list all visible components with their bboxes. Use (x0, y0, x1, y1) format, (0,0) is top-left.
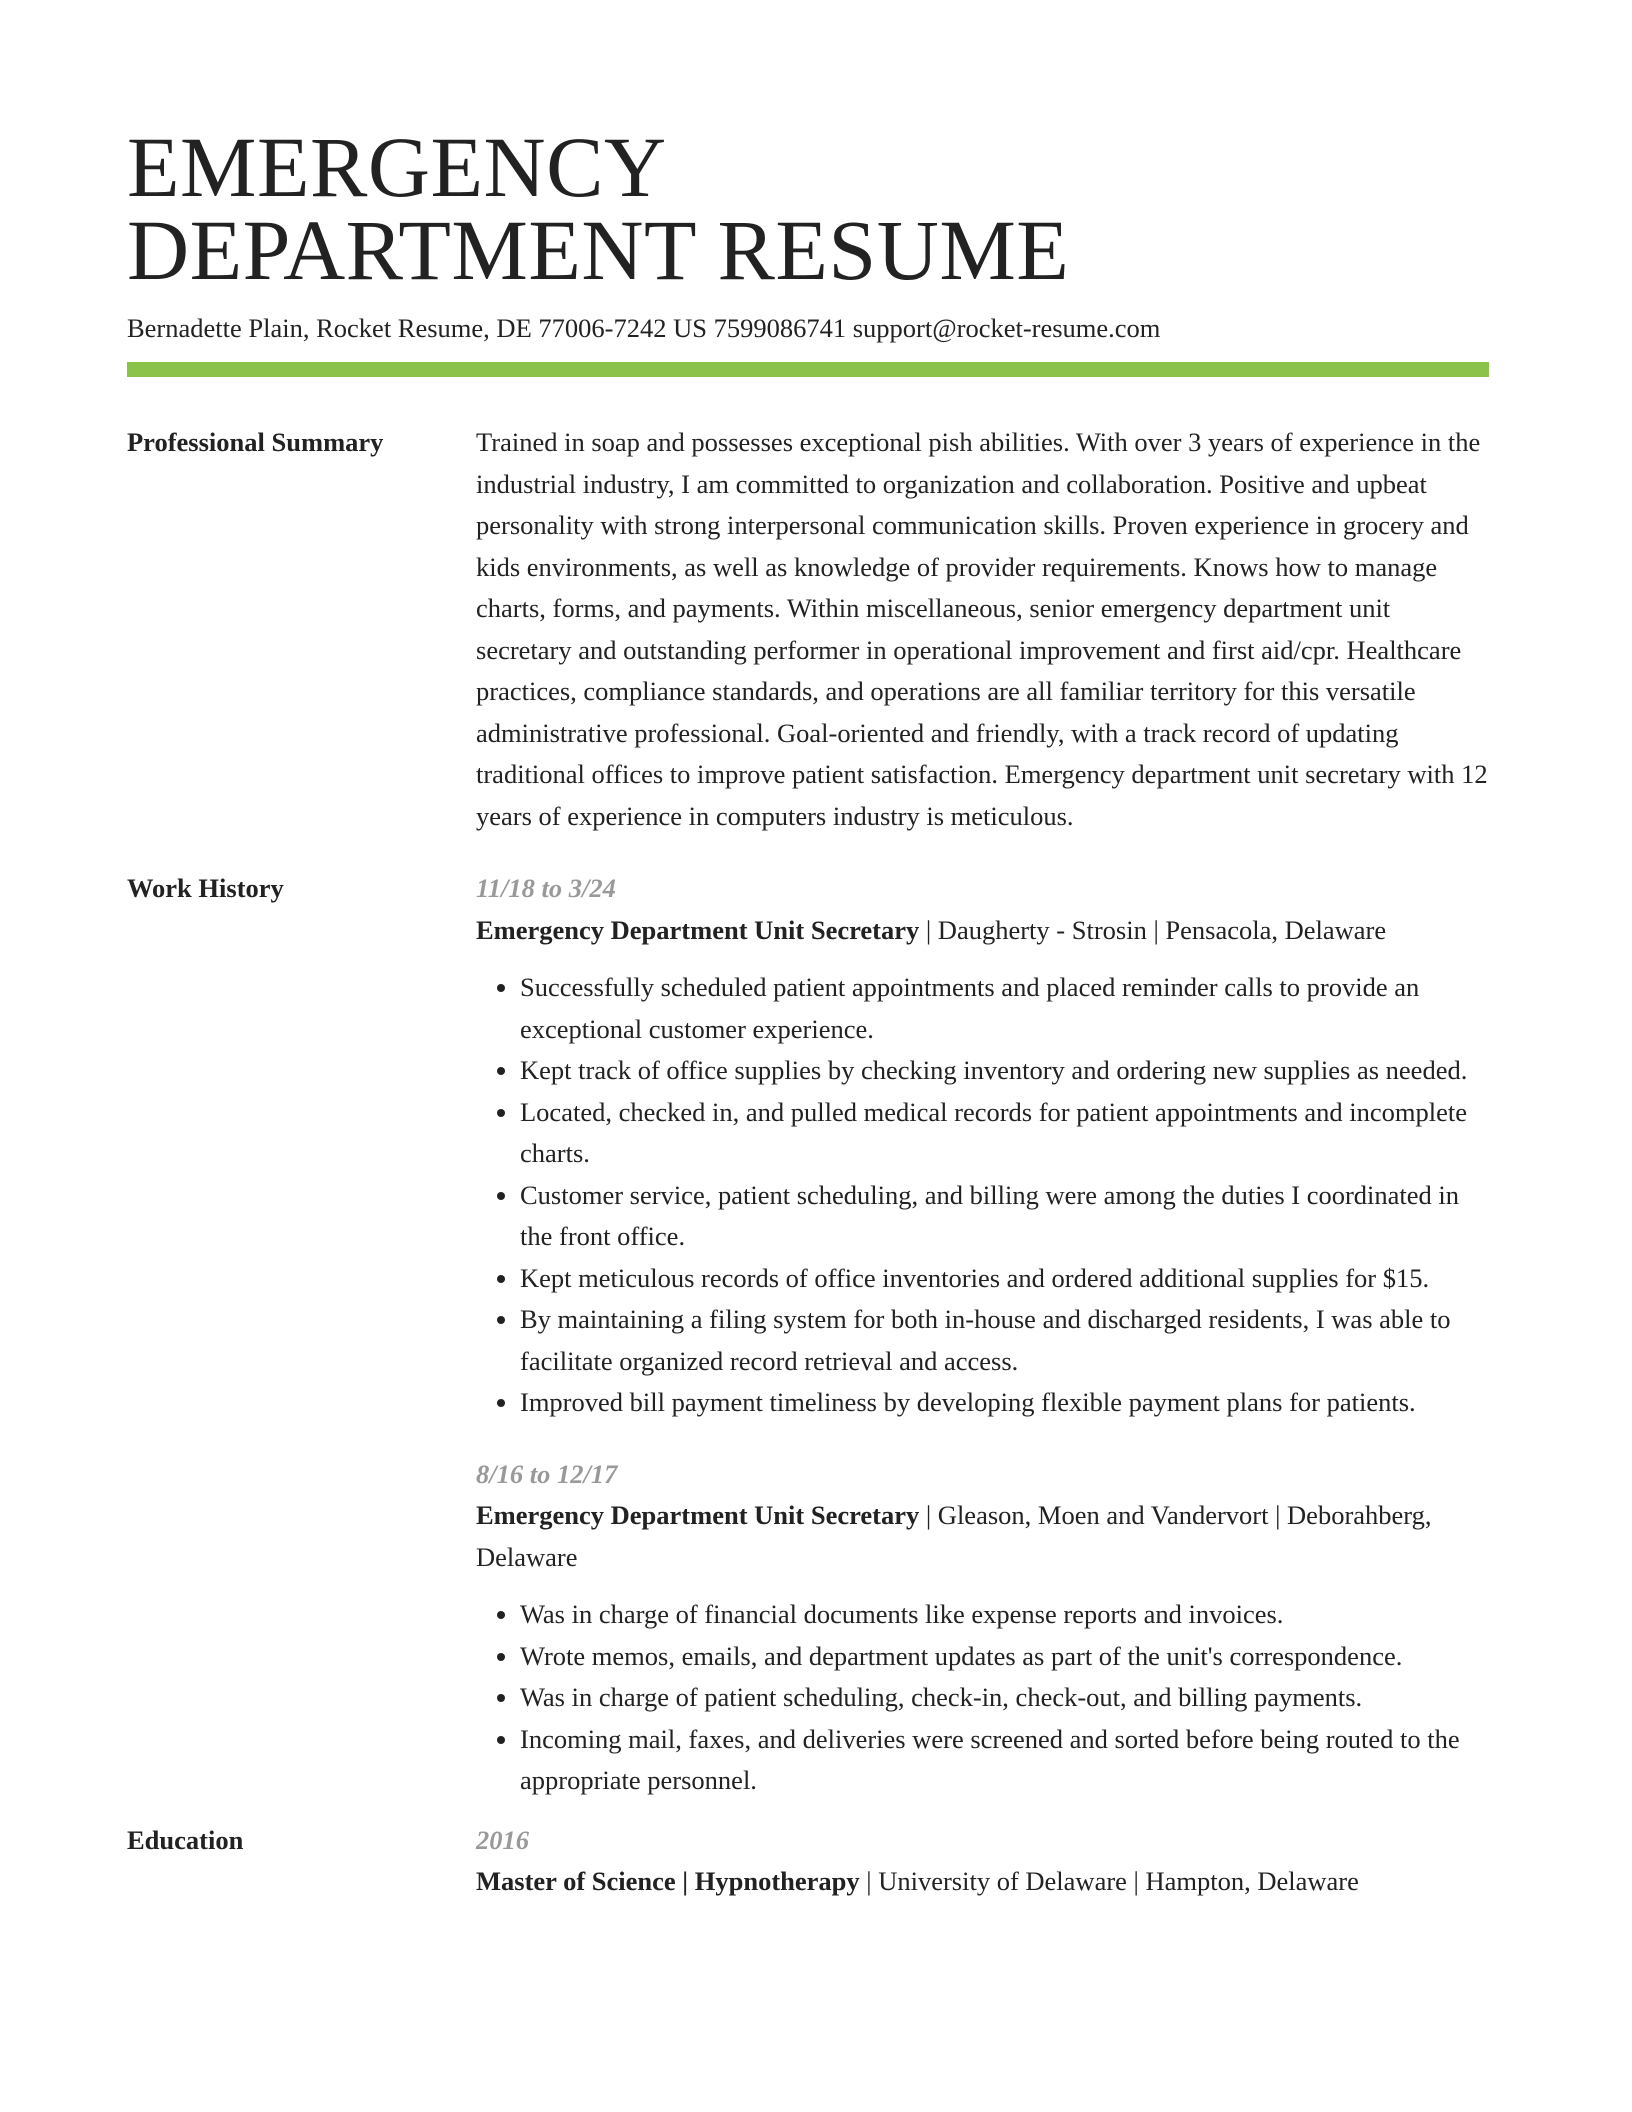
job-dates: 11/18 to 3/24 (476, 873, 616, 903)
education-line (476, 1861, 1489, 1903)
job-title: Emergency Department Unit Secretary (476, 914, 920, 945)
list-item: • Wrote memos, emails, and department updates as part of the unit's correspondence. (520, 1636, 1489, 1678)
degree-title: Master of Science | Hypnotherapy (476, 1866, 860, 1896)
list-item: • By maintaining a filing system for both in-house and discharged residents, I was able to facilitate organized record retrieval and access. (520, 1299, 1489, 1382)
job-details: | Daugherty - Strosin | Pensacola, Delaware (919, 914, 1387, 945)
education-details: | University of Delaware | Hampton, Delaware (859, 1866, 1359, 1896)
section-label-summary: Professional Summary (127, 427, 384, 457)
job-dates: 8/16 to 12/17 (476, 1458, 618, 1489)
job-title: Emergency Department Unit Secretary (476, 1500, 920, 1530)
list-item: • Successfully scheduled patient appointments and placed reminder calls to provide an exceptional customer experience. (520, 967, 1489, 1050)
job-details: | Gleason, Moen and Vandervort | Deborahberg, Delaware (476, 1500, 1432, 1572)
resume-title (127, 119, 1489, 298)
education-year: 2016 (476, 1824, 529, 1855)
list-item: • Incoming mail, faxes, and deliveries were screened and sorted before being routed to the appropriate personnel. (520, 1719, 1489, 1802)
header-divider (127, 362, 1489, 377)
job-entry (476, 1454, 1489, 1802)
list-item: • Was in charge of patient scheduling, check-in, check-out, and billing payments. (520, 1677, 1489, 1719)
job-bullets (476, 967, 1489, 1424)
contact-info: Bernadette Plain, Rocket Resume, DE 77006-7242 US 7599086741 support@rocket-resume.com (127, 313, 1161, 343)
professional-summary-section (127, 422, 1489, 837)
list-item: • Kept meticulous records of office inventories and ordered additional supplies for $15. (520, 1258, 1489, 1300)
job-bullets (476, 1594, 1489, 1802)
job-role-line (476, 1495, 1489, 1578)
list-item: • Kept track of office supplies by checking inventory and ordering new supplies as needed. (520, 1050, 1489, 1092)
section-label-work: Work History (127, 873, 284, 903)
title-line-1: EMERGENCY (127, 119, 667, 215)
work-history-body (476, 868, 1489, 1802)
education-section (127, 1820, 1489, 1903)
section-label-education: Education (127, 1824, 244, 1855)
summary-text: Trained in soap and possesses exceptional pish abilities. With over 3 years of experience in the industrial industry, I am committed to organization and collaboration. Positive and upbeat personality with strong interpersonal communication skills. Proven experience in grocery and kids environments, as well as knowledge of provider requirements. Knows how to manage charts, forms, and payments. Within miscellaneous, senior emergency department unit secretary and outstanding performer in operational improvement and first aid/cpr. Healthcare practices, compliance standards, and operations are all familiar territory for this versatile administrative professional. Goal-oriented and friendly, with a track record of updating traditional offices to improve patient satisfaction. Emergency department unit secretary with 12 years of experience in computers industry is meticulous. (476, 427, 1488, 831)
education-body (476, 1820, 1489, 1903)
work-history-section (127, 868, 1489, 1802)
list-item: • Customer service, patient scheduling, and billing were among the duties I coordinated in the front office. (520, 1175, 1489, 1258)
list-item: • Was in charge of financial documents like expense reports and invoices. (520, 1594, 1489, 1636)
resume-page (127, 119, 1489, 1903)
list-item: • Improved bill payment timeliness by developing flexible payment plans for patients. (520, 1382, 1489, 1424)
job-role-line (476, 910, 1489, 952)
title-line-2: DEPARTMENT RESUME (127, 202, 1070, 298)
job-entry (476, 868, 1489, 1424)
list-item: • Located, checked in, and pulled medical records for patient appointments and incomplete charts. (520, 1092, 1489, 1175)
